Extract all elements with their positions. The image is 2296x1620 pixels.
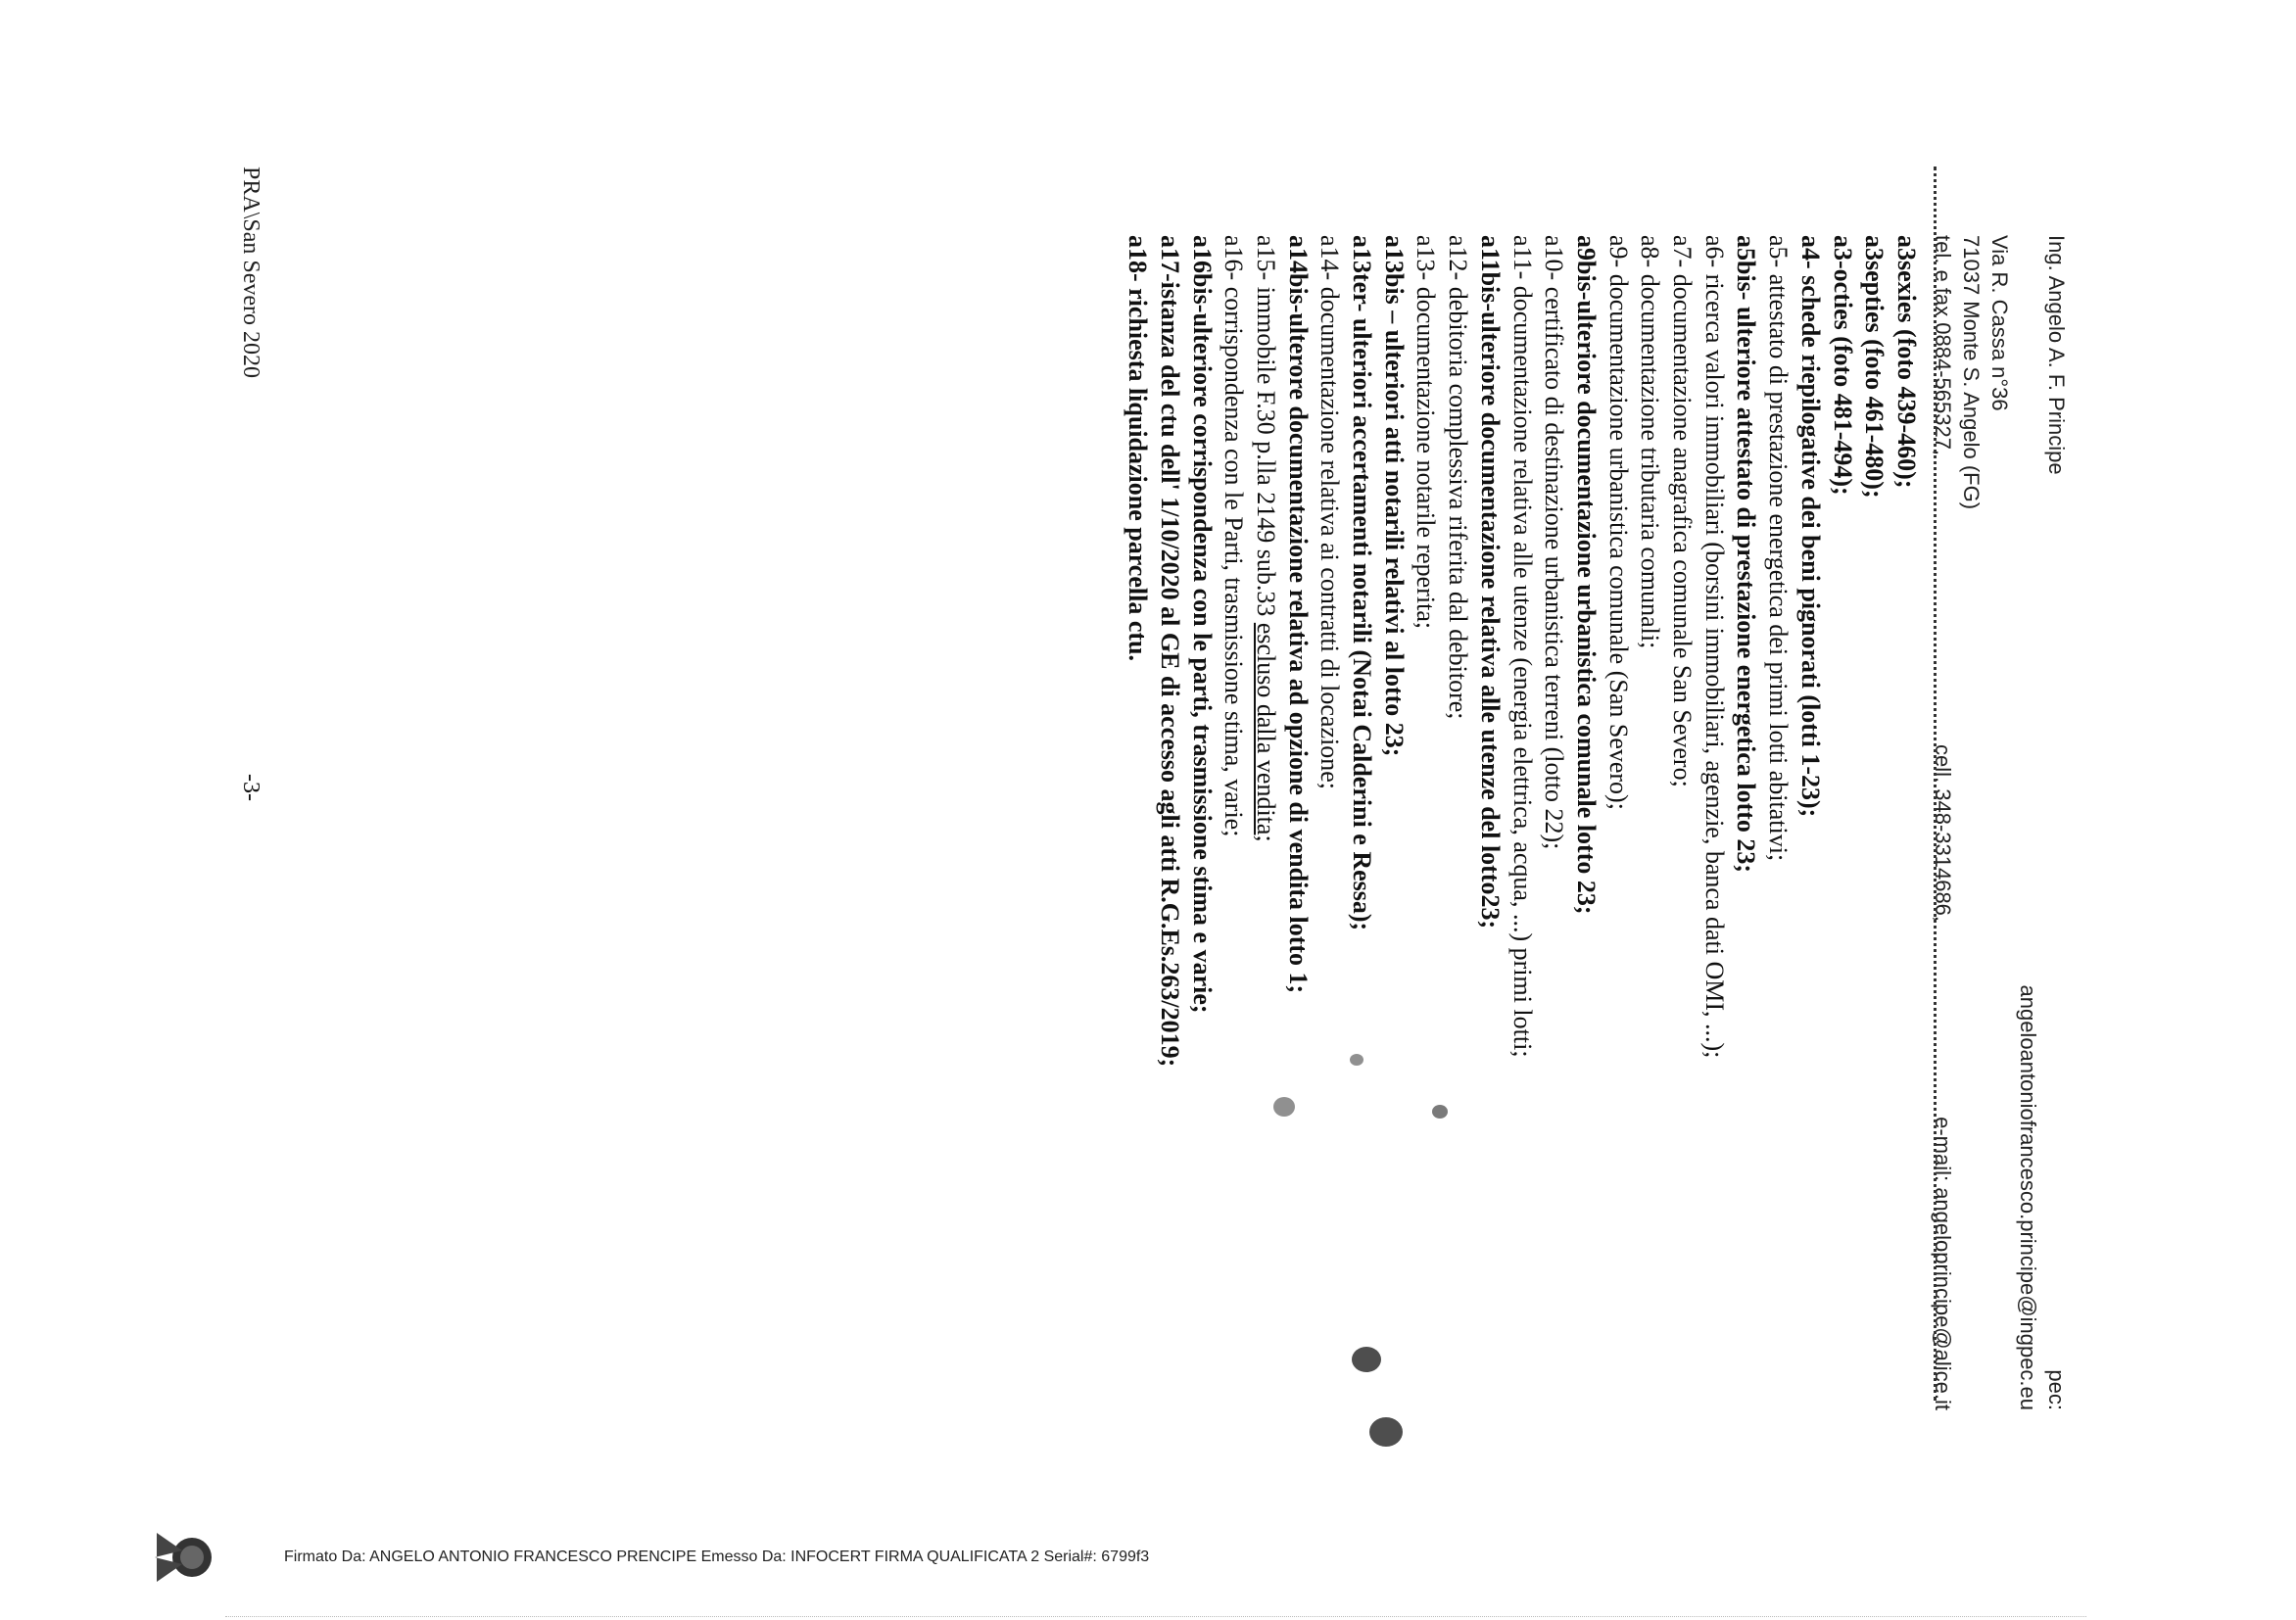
attachment-line [1730, 235, 1762, 1420]
attachment-line [1506, 235, 1538, 1420]
attachment-line-text: a8- documentazione tributaria comunali; [1636, 235, 1665, 649]
attachment-line-text: a16bis-ulteriore corrispondenza con le parti, trasmissione stima e varie; [1187, 235, 1217, 1014]
scan-smudge [1369, 1417, 1403, 1447]
attachment-line-text: a11bis-ulteriore documentazione relativa alle utenze del lotto23; [1475, 235, 1505, 929]
signature-text: Firmato Da: ANGELO ANTONIO FRANCESCO PRENCIPE Emesso Da: INFOCERT FIRMA QUALIFICATA 2 Serial#: 6799f3 [284, 1549, 1150, 1565]
attachment-line [1473, 235, 1506, 1420]
letterhead [1929, 235, 2071, 1410]
attachment-line-text: a6- ricerca valori immobiliari (borsini immobiliari, agenzie, banca dati OMI, ...); [1699, 235, 1729, 1059]
attachment-line-suffix: ; [1251, 834, 1280, 842]
attachment-line [1281, 235, 1314, 1420]
header-phone: tel. e fax 0884-565327, [1931, 235, 1955, 456]
header-divider [1934, 167, 1937, 1401]
attachment-line [1602, 235, 1634, 1420]
attachment-line [1377, 235, 1410, 1420]
attachment-line [1826, 235, 1858, 1420]
attachment-line-text: a5bis- ulteriore attestato di prestazione energetica lotto 23; [1732, 235, 1761, 874]
attachment-line-text: a4- schede riepilogative dei beni pignorati (lotti 1-23); [1795, 235, 1825, 818]
attachment-line [1410, 235, 1442, 1420]
attachment-line [1314, 235, 1346, 1420]
attachment-line [1665, 235, 1698, 1420]
header-address2: 71037 Monte S. Angelo (FG) [1959, 235, 1984, 510]
attachment-line [1634, 235, 1666, 1420]
attachment-line-text: a13- documentazione notarile reperita; [1411, 235, 1441, 630]
attachment-line-text: a14bis-ulterore documentazione relativa ad opzione di vendita lotto 1; [1283, 235, 1313, 994]
attachment-line [1249, 235, 1281, 1420]
attachment-line-text: a13bis – ulteriori atti notarili relativi al lotto 23; [1379, 235, 1409, 757]
attachment-line-text: a16- corrispondenza con le Parti, trasmissione stima, varie; [1220, 235, 1249, 837]
attachment-list [1121, 235, 1922, 1420]
page-number: -3- [238, 774, 263, 801]
header-name: Ing. Angelo A. F. Principe [2044, 235, 2069, 475]
attachment-line-text: a3-octies (foto 481-494); [1828, 235, 1857, 496]
attachment-line-text: a9- documentazione urbanistica comunale (San Severo); [1603, 235, 1633, 810]
attachment-line [1153, 235, 1185, 1420]
attachment-line-text: a15- immobile F.30 p.lla 2149 sub.33 [1251, 235, 1280, 623]
attachment-line [1698, 235, 1730, 1420]
attachment-line-text: a10- certificato di destinazione urbanistica terreni (lotto 22); [1540, 235, 1569, 850]
header-pec: pec: angeloantoniofrancesco.principe@ingpec.eu [2016, 984, 2069, 1411]
attachment-line [1794, 235, 1826, 1420]
attachment-line [1345, 235, 1377, 1420]
attachment-line-text: a13ter- ulteriori accertamenti notarili (Notai Calderini e Ressa); [1348, 235, 1377, 931]
attachment-line-text: a17-istanza del ctu dell' 1/10/2020 al GE di accesso agli atti R.G.Es.263/2019; [1155, 235, 1184, 1068]
footer-reference: PRA\San Severo 2020 [238, 167, 263, 378]
attachment-line [1761, 235, 1794, 1420]
header-cell: cell. 348-3314686, [1931, 744, 1955, 923]
attachment-line [1121, 235, 1153, 1420]
attachment-line-text: a7- documentazione anagrafica comunale San Severo; [1668, 235, 1698, 787]
attachment-line-text: a9bis-ulteriore documentazione urbanistica comunale lotto 23; [1571, 235, 1601, 915]
attachment-line-text: a12- debitoria complessiva riferita dal debitore; [1444, 235, 1473, 720]
attachment-line-text: a14- documentazione relativa ai contratti di locazione; [1315, 235, 1345, 789]
attachment-line-text: a11- documentazione relativa alle utenze (energia elettrica, acqua, ...) primi lotti; [1507, 235, 1537, 1058]
attachment-line [1218, 235, 1250, 1420]
scan-smudge [1352, 1347, 1381, 1372]
attachment-line [1858, 235, 1890, 1420]
attachment-line [1441, 235, 1473, 1420]
scan-smudge [1273, 1097, 1295, 1117]
bottom-scan-line [225, 1616, 2086, 1617]
attachment-line-text: a18- richiesta liquidazione parcella ctu. [1124, 235, 1153, 661]
header-email: e-mail: angeloprincipe@alice.it [1931, 1117, 1955, 1410]
scan-smudge [1432, 1105, 1448, 1119]
attachment-line-underlined: escluso dalla vendita [1251, 622, 1280, 835]
attachment-line-text: a3sexies (foto 439-460); [1892, 235, 1921, 489]
digital-signature-bar [147, 1528, 2204, 1587]
attachment-line [1569, 235, 1602, 1420]
scan-smudge [1350, 1054, 1363, 1066]
seal-icon [147, 1523, 225, 1592]
attachment-line-text: a5- attestato di prestazione energetica dei primi lotti abitativi; [1764, 235, 1794, 862]
attachment-line-text: a3septies (foto 461-480); [1860, 235, 1889, 499]
attachment-line [1889, 235, 1922, 1420]
attachment-line [1538, 235, 1570, 1420]
header-address1: Via R. Cassa n°36 [1987, 235, 2012, 411]
attachment-line [1185, 235, 1218, 1420]
